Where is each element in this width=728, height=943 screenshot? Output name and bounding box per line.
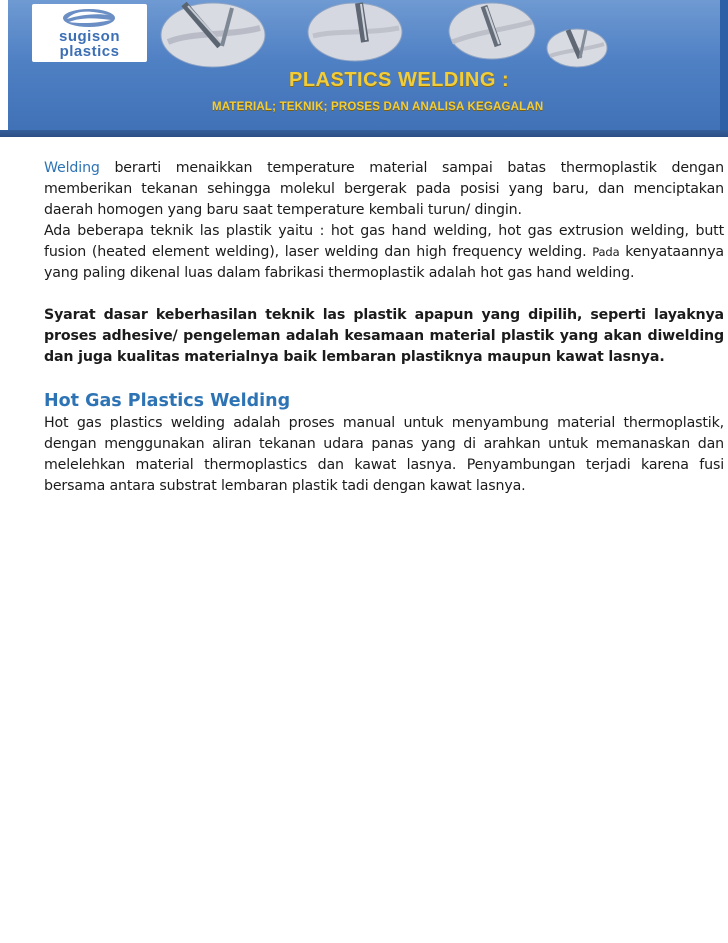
section-heading: Hot Gas Plastics Welding bbox=[44, 391, 291, 411]
header-banner bbox=[0, 0, 728, 137]
welding-photo-2 bbox=[307, 2, 404, 62]
highlight-term: Welding bbox=[44, 160, 100, 176]
section-paragraph: Hot gas plastics welding adalah proses manual untuk menyambung material thermoplastik, dengan menggunakan aliran tekanan udara panas yang di arahkan untuk memanaskan dan melelehkan material thermoplastics dan kawat lasnya. Penyambungan terjadi karena fusi bersama antara substrat lembaran plastik tadi dengan kawat lasnya. bbox=[44, 415, 724, 494]
welding-photo-3 bbox=[448, 2, 536, 60]
intro-text: berarti menaikkan temperature material sampai batas thermoplastik dengan memberikan tekanan sehingga molekul bergerak pada posisi yang baru, dan menciptakan daerah homogen yang baru saat temperature kembali turun/ dingin. bbox=[44, 160, 724, 218]
intro-paragraph bbox=[44, 158, 724, 221]
techniques-text-end: kenyataannya yang paling dikenal luas dalam fabrikasi thermoplastik adalah hot gas hand welding. bbox=[44, 244, 724, 281]
logo-text-bottom: plastics bbox=[59, 43, 120, 60]
banner-right-border bbox=[720, 0, 728, 137]
banner-title: PLASTICS WELDING : bbox=[289, 69, 510, 91]
welding-photo-4 bbox=[546, 28, 608, 68]
company-logo bbox=[32, 4, 147, 62]
banner-bottom-band bbox=[0, 130, 728, 137]
techniques-small-word: Pada bbox=[592, 245, 620, 259]
spacer bbox=[44, 284, 724, 305]
techniques-text: Ada beberapa teknik las plastik yaitu : hot gas hand welding, hot gas extrusion welding, butt fusion (heated element welding), laser welding dan high frequency welding. bbox=[44, 223, 724, 260]
logo-text-top: sugison bbox=[58, 28, 120, 45]
logo-swoosh-icon bbox=[59, 7, 119, 29]
techniques-paragraph bbox=[44, 221, 724, 284]
article-body bbox=[44, 158, 724, 497]
welding-photo-1 bbox=[160, 2, 266, 68]
spacer bbox=[44, 368, 724, 389]
banner-subtitle: MATERIAL; TEKNIK; PROSES DAN ANALISA KEGAGALAN bbox=[212, 101, 544, 113]
requirement-paragraph: Syarat dasar keberhasilan teknik las plastik apapun yang dipilih, seperti layaknya proses adhesive/ pengeleman adalah kesamaan material plastik yang akan diwelding dan juga kualitas materialnya baik lembaran plastiknya maupun kawat lasnya. bbox=[44, 307, 724, 365]
banner-left-border bbox=[0, 0, 8, 137]
